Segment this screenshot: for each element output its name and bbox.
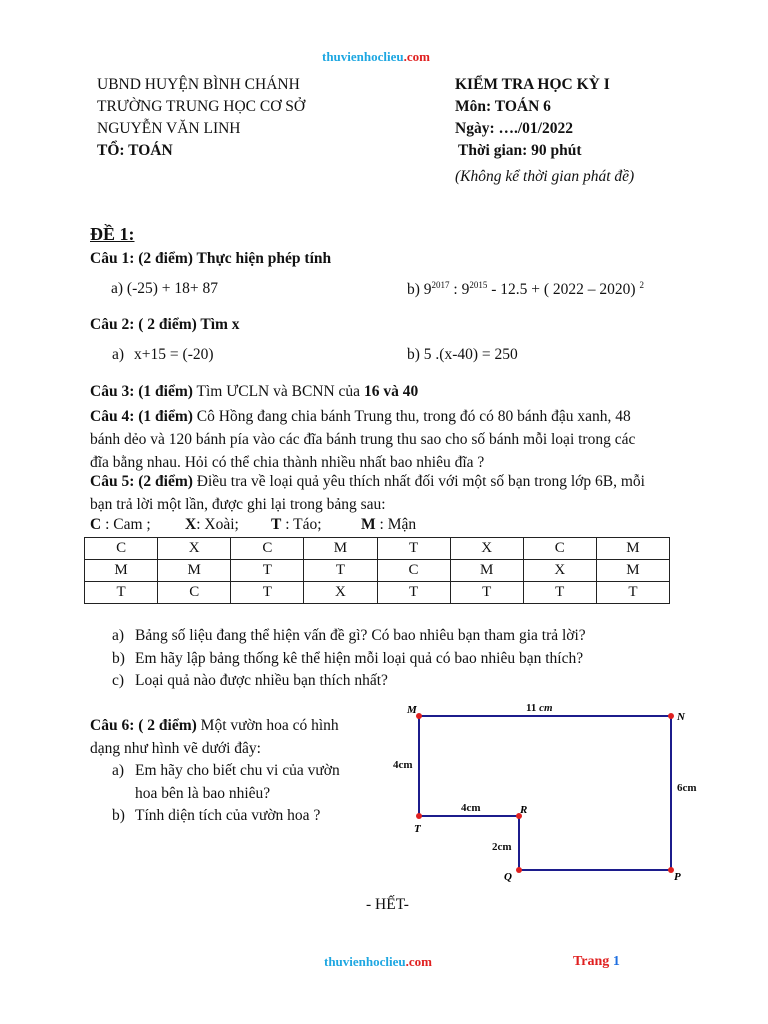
q5a-text: Bảng số liệu đang thể hiện vấn đề gì? Có bao nhiêu bạn tham gia trả lời? <box>135 627 586 644</box>
exam-variant: ĐỀ 1: <box>90 224 135 244</box>
exam-subject: Môn: TOÁN 6 <box>455 98 551 115</box>
table-cell: T <box>304 560 377 582</box>
exam-note: (Không kể thời gian phát đề) <box>455 168 635 185</box>
q2-part-b: b) 5 .(x-40) = 250 <box>407 346 518 363</box>
table-cell: C <box>523 538 596 560</box>
legend-key-t: T <box>271 516 282 533</box>
q1-part-b <box>407 280 644 299</box>
legend-val-t: : Táo; <box>281 516 322 533</box>
q5-subquestions <box>90 625 690 693</box>
legend-val-c: : Cam ; <box>101 516 151 533</box>
q2-part-a <box>112 346 214 364</box>
length-mn <box>526 702 553 714</box>
table-cell: M <box>304 538 377 560</box>
label-q: Q <box>504 871 512 882</box>
q4-label: Câu 4: (1 điểm) <box>90 408 193 425</box>
table-row <box>85 560 670 582</box>
legend-val-x: : Xoài; <box>196 516 239 533</box>
q4-line2: bánh dẻo và 120 bánh pía vào các đĩa bánh trung thu sao cho số bánh mỗi loại trong các <box>90 431 636 448</box>
table-cell: C <box>85 538 158 560</box>
q1b-rest: - 12.5 + ( 2022 – 2020) <box>487 281 640 299</box>
brand-part2: .com <box>403 49 430 64</box>
q2a-marker: a) <box>112 346 125 363</box>
q2a-text: x+15 = (-20) <box>134 346 214 363</box>
table-cell: M <box>158 560 231 582</box>
q5-item-b <box>90 648 690 671</box>
q5c-marker: c) <box>112 672 125 689</box>
school-line-2: TRƯỜNG TRUNG HỌC CƠ SỞ <box>97 98 306 115</box>
legend-key-c: C <box>90 516 102 533</box>
table-cell: T <box>231 560 304 582</box>
table-row <box>85 538 670 560</box>
q3-label: Câu 3: (1 điểm) <box>90 383 193 400</box>
length-mt: 4cm <box>393 759 413 771</box>
q5c-text: Loại quả nào được nhiều bạn thích nhất? <box>135 672 388 689</box>
garden-outline <box>419 716 671 870</box>
q5-item-a <box>90 625 690 648</box>
table-cell: C <box>158 582 231 604</box>
q4-line3: đĩa bằng nhau. Hỏi có thể chia thành nhiều nhất bao nhiêu đĩa ? <box>90 454 485 471</box>
table-cell: T <box>231 582 304 604</box>
q6b-text: Tính diện tích của vườn hoa ? <box>135 807 321 824</box>
exam-date: Ngày: …./01/2022 <box>455 120 573 137</box>
q5-line2: bạn trả lời một lần, được ghi lại trong bảng sau: <box>90 496 386 513</box>
table-cell: T <box>377 582 450 604</box>
header-brand <box>322 49 430 65</box>
exam-time: Thời gian: 90 phút <box>458 142 582 159</box>
table-row <box>85 582 670 604</box>
point-m <box>416 713 422 719</box>
end-marker: - HẾT- <box>366 896 409 913</box>
q6-label: Câu 6: ( 2 điểm) <box>90 717 197 734</box>
q4-line1: Cô Hồng đang chia bánh Trung thu, trong đó có 80 bánh đậu xanh, 48 <box>192 408 631 425</box>
school-line-3: NGUYỄN VĂN LINH <box>97 120 241 137</box>
q6-line1: Một vườn hoa có hình <box>196 717 339 734</box>
q5b-text: Em hãy lập bảng thống kê thể hiện mỗi loại quả có bao nhiêu bạn thích? <box>135 649 584 667</box>
q1b-exp3: 2 <box>639 280 644 290</box>
length-tr: 4cm <box>461 802 481 814</box>
q4-block <box>90 405 690 474</box>
q6a-text2: hoa bên là bao nhiêu? <box>135 784 271 802</box>
point-t <box>416 813 422 819</box>
label-t: T <box>414 823 421 835</box>
label-p: P <box>674 871 681 882</box>
q5-block <box>90 470 690 516</box>
q5-line1: Điều tra về loại quả yêu thích nhất đối với một số bạn trong lớp 6B, mỗi <box>192 473 645 490</box>
q6-block <box>90 715 340 828</box>
q5-label: Câu 5: (2 điểm) <box>90 473 193 490</box>
length-mn-unit: cm <box>539 702 553 714</box>
q5b-marker: b) <box>112 649 125 667</box>
page-number <box>573 954 620 970</box>
department: TỔ: TOÁN <box>97 142 173 159</box>
footer-brand <box>324 954 432 970</box>
legend-key-m: M <box>361 516 376 533</box>
legend-val-m: : Mận <box>375 516 417 533</box>
q5-legend <box>90 516 416 534</box>
q1b-exp1: 2017 <box>431 280 450 290</box>
page-word: Trang <box>573 954 613 969</box>
table-cell: T <box>523 582 596 604</box>
length-rq: 2cm <box>492 841 512 853</box>
table-cell: C <box>231 538 304 560</box>
table-cell: T <box>450 582 523 604</box>
footer-brand-part2: .com <box>405 954 432 969</box>
label-n: N <box>677 711 685 723</box>
length-np: 6cm <box>677 782 697 794</box>
school-block <box>97 74 305 162</box>
table-cell: M <box>85 560 158 582</box>
table-cell: T <box>377 538 450 560</box>
legend-key-x: X <box>185 516 197 533</box>
q5-item-c <box>90 670 690 693</box>
q3-numbers: 16 và 40 <box>363 383 419 400</box>
q1b-base2: : 9 <box>449 281 470 299</box>
point-q <box>516 867 522 873</box>
q5a-marker: a) <box>112 627 125 644</box>
point-n <box>668 713 674 719</box>
brand-part1: thuvienhoclieu <box>322 49 404 64</box>
table-cell: X <box>523 560 596 582</box>
q3-text: Tìm ƯCLN và BCNN của <box>192 383 364 400</box>
q6b-marker: b) <box>112 807 125 824</box>
table-cell: M <box>596 538 669 560</box>
table-cell: X <box>304 582 377 604</box>
label-m: M <box>407 704 417 716</box>
q6a-text1: Em hãy cho biết chu vi của vườn <box>135 762 340 779</box>
exam-block <box>455 74 610 162</box>
table-cell: M <box>596 560 669 582</box>
table-cell: M <box>450 560 523 582</box>
q6-item-b <box>90 805 340 828</box>
table-cell: C <box>377 560 450 582</box>
q1-part-a: a) (-25) + 18+ 87 <box>111 280 219 297</box>
q3-line <box>90 383 418 401</box>
exam-title: KIỂM TRA HỌC KỲ I <box>455 76 610 93</box>
footer-brand-part1: thuvienhoclieu <box>324 954 406 969</box>
q1-heading: Câu 1: (2 điểm) Thực hiện phép tính <box>90 250 332 267</box>
table-cell: T <box>85 582 158 604</box>
label-r: R <box>520 804 528 816</box>
length-mn-num: 11 <box>526 702 540 714</box>
page-num: 1 <box>612 954 620 969</box>
table-cell: T <box>596 582 669 604</box>
table-cell: X <box>450 538 523 560</box>
q1b-exp2: 2015 <box>469 280 488 290</box>
school-line-1: UBND HUYỆN BÌNH CHÁNH <box>97 76 300 93</box>
q6-item-a <box>90 760 340 805</box>
q2-heading: Câu 2: ( 2 điểm) Tìm x <box>90 316 240 333</box>
table-cell: X <box>158 538 231 560</box>
q6-line2: dạng như hình vẽ dưới đây: <box>90 739 261 757</box>
garden-figure <box>380 698 700 882</box>
q6a-marker: a) <box>112 762 125 779</box>
q1b-base1: b) 9 <box>407 281 432 299</box>
survey-table <box>84 537 670 604</box>
